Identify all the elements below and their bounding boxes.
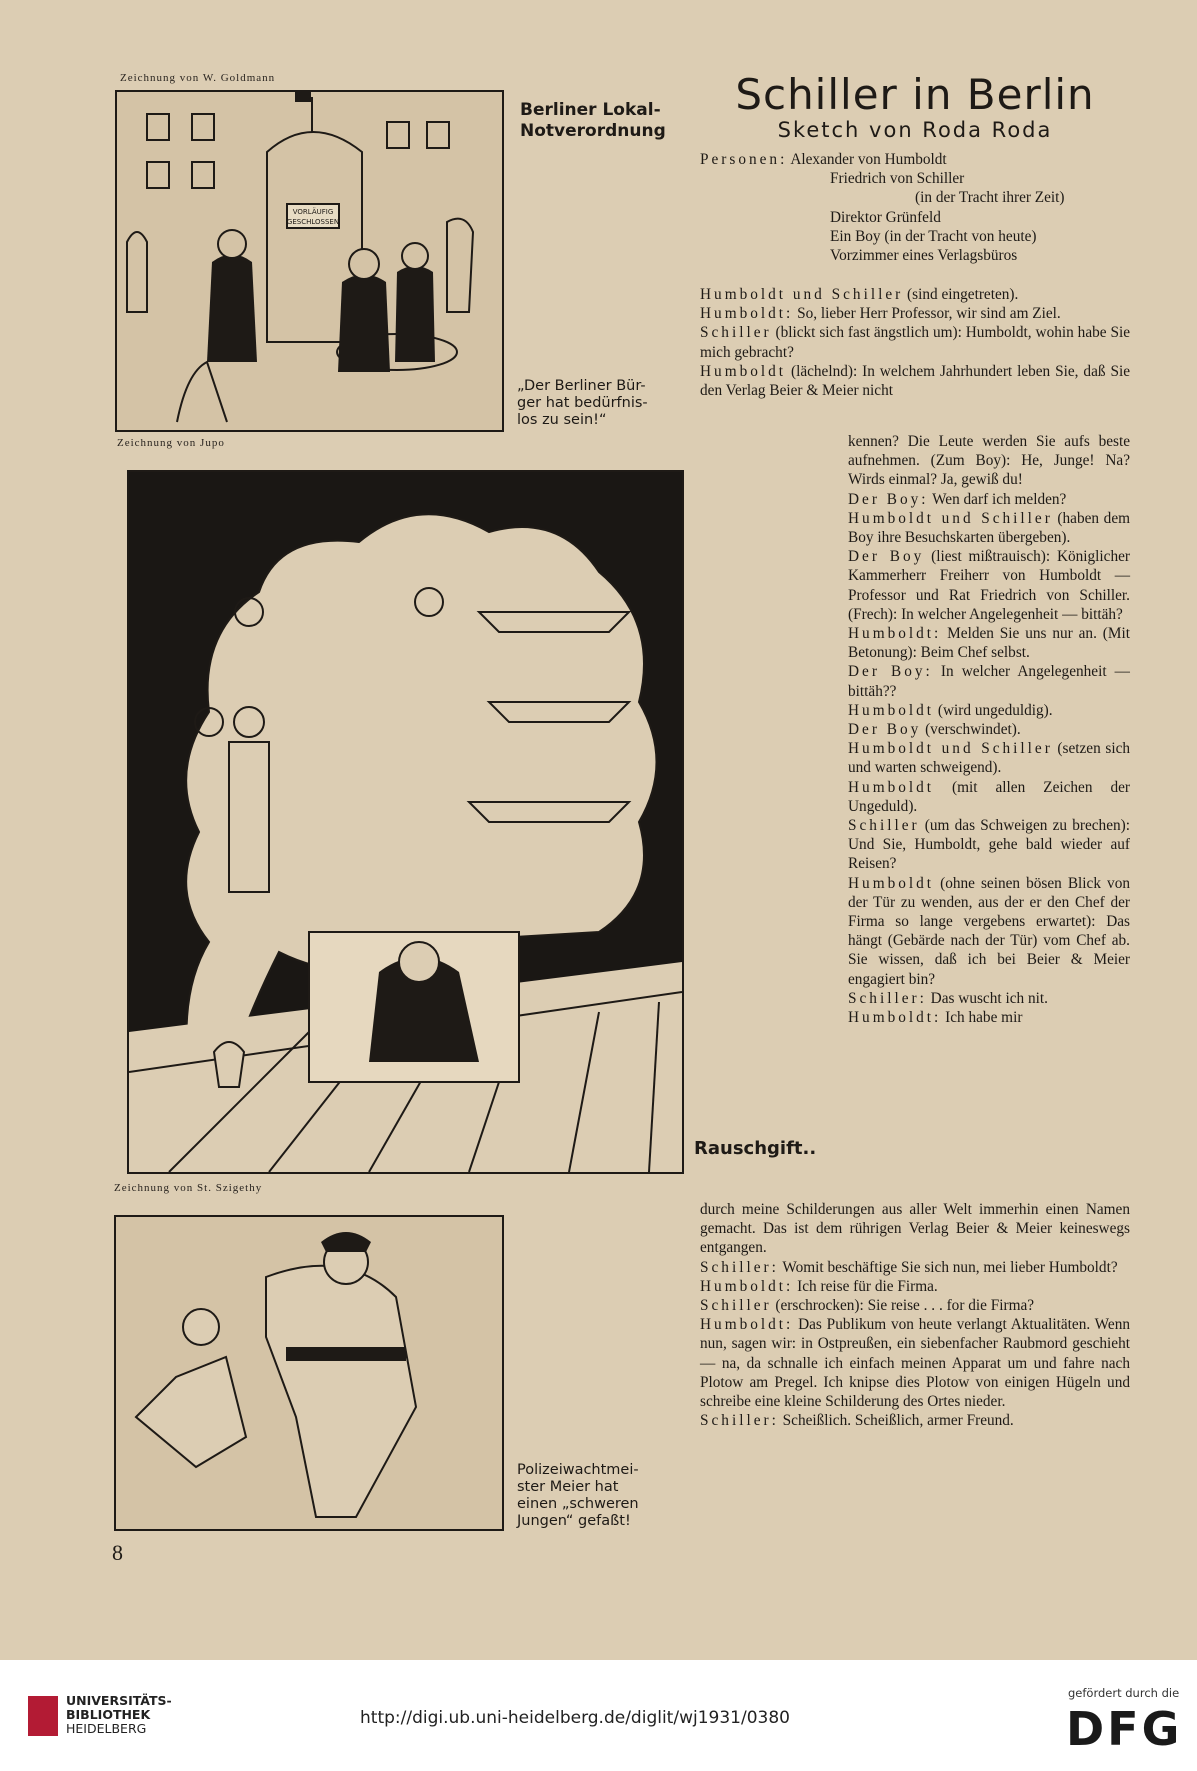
- article-subtitle: Sketch von Roda Roda: [777, 118, 1053, 142]
- caption-line: ger hat bedürfnis-: [517, 395, 648, 411]
- paragraph-text: (setzen sich und warten schweigend).: [848, 740, 1131, 777]
- text-paragraph: [848, 720, 1130, 739]
- text-paragraph: [700, 362, 1130, 400]
- cartoon-drawing: [117, 92, 502, 430]
- library-name-line: UNIVERSITÄTS-: [66, 1693, 172, 1708]
- speaker-name: Schiller:: [700, 1412, 779, 1430]
- text-paragraph: [700, 285, 1130, 304]
- article-text-wide-top: [700, 285, 1130, 400]
- text-paragraph: [848, 778, 1130, 816]
- speaker-name: Der Boy: [848, 721, 922, 739]
- cartoon1-heading: [520, 100, 666, 142]
- credit-bottom: Zeichnung von St. Szigethy: [114, 1182, 263, 1194]
- library-name-line: HEIDELBERG: [66, 1721, 147, 1736]
- text-paragraph: [700, 1411, 1130, 1430]
- speaker-name: Der Boy: [848, 548, 925, 566]
- speaker-name: Der Boy:: [848, 663, 933, 681]
- caption-line: „Der Berliner Bür-: [517, 378, 646, 394]
- paragraph-text: (sind eingetreten).: [903, 286, 1019, 303]
- source-url-link[interactable]: http://digi.ub.uni-heidelberg.de/diglit/wj1931/0380: [360, 1708, 790, 1728]
- caption-line: Jungen“ gefaßt!: [517, 1513, 631, 1529]
- paragraph-text: (erschrocken): Sie reise . . . for die Firma?: [771, 1297, 1035, 1315]
- caption-line: ster Meier hat: [517, 1479, 619, 1495]
- speaker-name: Humboldt und Schiller: [848, 509, 1053, 527]
- cast-list: [700, 150, 1130, 265]
- speaker-name: Humboldt:: [700, 305, 794, 323]
- cast-item: Direktor Grünfeld: [830, 208, 941, 226]
- text-paragraph: [700, 1200, 1130, 1258]
- text-paragraph: [848, 874, 1130, 989]
- text-paragraph: [700, 1296, 1130, 1315]
- cartoon1-caption: [517, 378, 648, 429]
- cast-item: Alexander von Humboldt: [790, 151, 947, 168]
- speaker-name: Humboldt und Schiller: [700, 286, 904, 303]
- paragraph-text: Womit beschäftige Sie sich nun, mei lieber Humboldt?: [778, 1258, 1118, 1276]
- text-paragraph: [848, 432, 1130, 490]
- paragraph-text: So, lieber Herr Professor, wir sind am Ziel.: [793, 305, 1061, 323]
- speaker-name: Humboldt:: [700, 1316, 794, 1334]
- text-paragraph: [848, 547, 1130, 624]
- article-title: Schiller in Berlin: [735, 70, 1095, 119]
- paragraph-text: (um das Schweigen zu brechen): Und Sie, Humboldt, gehe bald wieder auf Reisen?: [848, 817, 1130, 873]
- paragraph-text: (blickt sich fast ängstlich um): Humboldt, wohin habe Sie mich gebracht?: [700, 324, 1130, 361]
- cast-item: Friedrich von Schiller: [830, 170, 965, 188]
- paragraph-text: Das wuscht ich nit.: [926, 989, 1048, 1007]
- cast-label: Personen:: [700, 151, 788, 168]
- text-paragraph: [848, 662, 1130, 700]
- speaker-name: Der Boy:: [848, 490, 929, 508]
- library-name: [66, 1694, 172, 1736]
- text-paragraph: [848, 989, 1130, 1008]
- paragraph-text: kennen? Die Leute werden Sie aufs beste aufnehmen. (Zum Boy): He, Junge! Na? Wirds einmal? Ja, gewiß du!: [848, 433, 1130, 489]
- speaker-name: Humboldt:: [848, 625, 942, 643]
- speaker-name: Humboldt: [848, 874, 935, 892]
- cartoon-public-toilet: [115, 90, 504, 432]
- cartoon-police-arrest: [114, 1215, 504, 1531]
- text-paragraph: [700, 1258, 1130, 1277]
- text-paragraph: [700, 1315, 1130, 1411]
- text-paragraph: [848, 624, 1130, 662]
- speaker-name: Schiller: [848, 817, 920, 835]
- paragraph-text: (lächelnd): In welchem Jahrhundert leben Sie, daß Sie den Verlag Beier & Meier nicht: [700, 362, 1130, 400]
- speaker-name: Humboldt:: [848, 1009, 942, 1027]
- cartoon-drawing: [116, 1217, 502, 1529]
- sign-line2: GESCHLOSSEN: [286, 218, 340, 226]
- cartoon1-heading-line1: Berliner Lokal-: [520, 100, 661, 120]
- footer-bar: [0, 1660, 1197, 1771]
- speaker-name: Schiller:: [700, 1258, 779, 1276]
- speaker-name: Humboldt: [700, 362, 787, 380]
- dfg-logo: DFG: [1066, 1702, 1183, 1756]
- cartoon2-heading: Rauschgift..: [694, 1138, 817, 1159]
- text-paragraph: [700, 304, 1130, 323]
- speaker-name: Schiller:: [848, 989, 927, 1007]
- paragraph-text: (ohne seinen bösen Blick von der Tür zu wenden, aus der er den Chef der Firma so lange vergebens erwartet): Das hängt (Gebärde nach der Tür) vom Chef ab. Sie wissen, daß ich bei Beier & Meier engagiert bin?: [848, 874, 1130, 988]
- text-paragraph: [848, 739, 1130, 777]
- paragraph-text: (verschwindet).: [921, 721, 1021, 739]
- sponsor-label: gefördert durch die: [1068, 1686, 1180, 1700]
- paragraph-text: In welcher Angelegenheit — bittäh??: [848, 663, 1130, 700]
- library-name-line: BIBLIOTHEK: [66, 1707, 151, 1722]
- caption-line: los zu sein!“: [517, 412, 607, 428]
- paragraph-text: Ich reise für die Firma.: [793, 1277, 938, 1295]
- page-number: 8: [112, 1540, 123, 1565]
- paragraph-text: Ich habe mir: [941, 1009, 1023, 1027]
- cast-item: Vorzimmer eines Verlagsbüros: [830, 247, 1018, 265]
- paragraph-text: (mit allen Zeichen der Ungeduld).: [848, 778, 1130, 815]
- text-paragraph: [848, 490, 1130, 509]
- speaker-name: Humboldt: [848, 778, 935, 796]
- cast-item: Ein Boy (in der Tracht von heute): [830, 227, 1037, 245]
- paragraph-text: (haben dem Boy ihre Besuchskarten übergeben).: [848, 509, 1131, 547]
- text-paragraph: [848, 701, 1130, 720]
- speaker-name: Humboldt und Schiller: [848, 740, 1053, 758]
- cartoon-drawing: [129, 472, 682, 1172]
- cartoon1-heading-line2: Notverordnung: [520, 121, 666, 141]
- text-paragraph: [848, 509, 1130, 547]
- library-logo-icon: [28, 1696, 58, 1736]
- text-paragraph: [700, 323, 1130, 361]
- speaker-name: Schiller: [700, 324, 772, 342]
- text-paragraph: [700, 1277, 1130, 1296]
- paragraph-text: Scheißlich. Scheißlich, armer Freund.: [778, 1412, 1014, 1430]
- paragraph-text: (wird ungeduldig).: [934, 701, 1053, 719]
- paragraph-text: durch meine Schilderungen aus aller Welt immerhin einen Namen gemacht. Das ist dem rührigen Verlag Beier & Meier keineswegs entgangen.: [700, 1201, 1130, 1257]
- text-paragraph: [848, 816, 1130, 874]
- cartoon3-caption: [517, 1462, 639, 1530]
- article-text-wide-bottom: [700, 1200, 1130, 1430]
- paragraph-text: Melden Sie uns nur an. (Mit Betonung): Beim Chef selbst.: [848, 625, 1130, 662]
- paragraph-text: Wen darf ich melden?: [928, 490, 1067, 508]
- speaker-name: Schiller: [700, 1297, 772, 1315]
- caption-line: Polizeiwachtmei-: [517, 1462, 639, 1478]
- credit-middle: Zeichnung von Jupo: [117, 437, 225, 449]
- article-text-narrow: [848, 432, 1130, 1027]
- speaker-name: Humboldt:: [700, 1277, 794, 1295]
- caption-line: einen „schweren: [517, 1496, 639, 1512]
- sign-line1: VORLÄUFIG: [292, 208, 334, 216]
- speaker-name: Humboldt: [848, 701, 935, 719]
- paragraph-text: (liest mißtrauisch): Königlicher Kammerherr Freiherr von Humboldt — Professor und Rat Friedrich von Schiller. (Frech): In welcher Angelegenheit — bittäh?: [848, 548, 1131, 623]
- cartoon-dream-cloud: [127, 470, 684, 1174]
- cast-item: (in der Tracht ihrer Zeit): [915, 189, 1065, 207]
- paragraph-text: Das Publikum von heute verlangt Aktualitäten. Wenn nun, sagen wir: in Ostpreußen, ein siebenfacher Raubmord geschieht — na, da schnalle ich einfach meinen Apparat um und fahre nach Plotow am Pregel. Ich knipse dies Plotow von einigen Hügeln und schreibe eine kleine Schilderung des Ortes nieder.: [700, 1316, 1130, 1411]
- text-paragraph: [848, 1008, 1130, 1027]
- credit-top: Zeichnung von W. Goldmann: [120, 72, 276, 84]
